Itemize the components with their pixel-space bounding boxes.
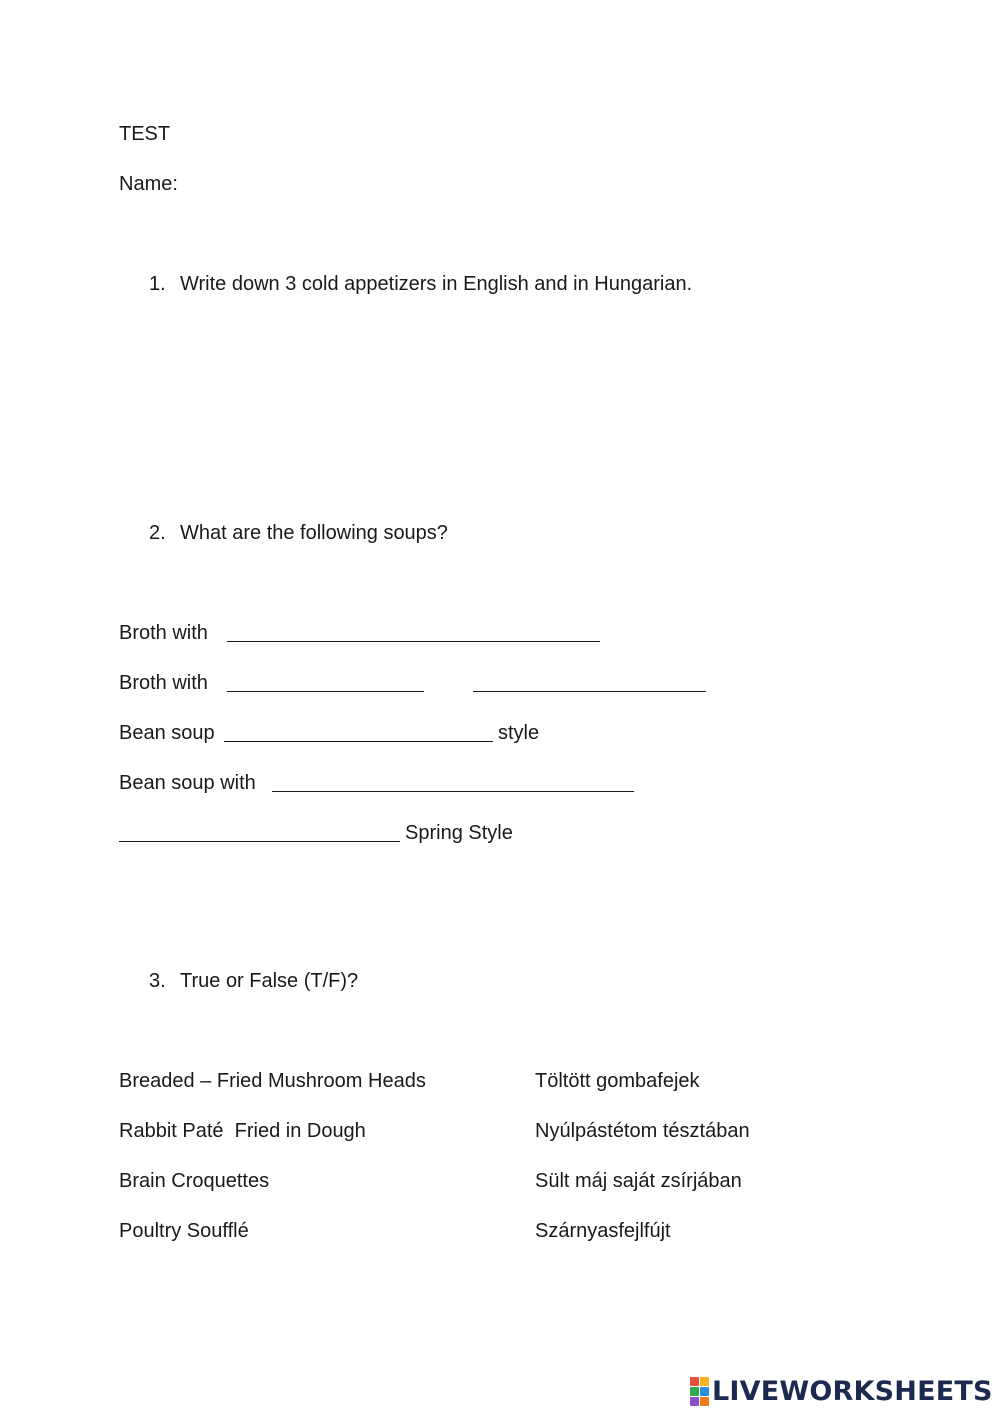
tf-english-3: Brain Croquettes bbox=[119, 1170, 270, 1192]
tf-english-2: Rabbit Paté Fried in Dough bbox=[119, 1120, 366, 1142]
logo-text: LIVEWORKSHEETS bbox=[712, 1375, 993, 1407]
soup-line-4-blank[interactable] bbox=[272, 791, 634, 792]
q3-number: 3. bbox=[149, 970, 166, 992]
soup-line-2-prefix: Broth with bbox=[119, 672, 208, 694]
logo-square bbox=[700, 1377, 709, 1386]
q2-number: 2. bbox=[149, 522, 166, 544]
q2-text: What are the following soups? bbox=[180, 522, 448, 544]
soup-line-1-blank[interactable] bbox=[227, 641, 600, 642]
tf-english-1: Breaded – Fried Mushroom Heads bbox=[119, 1070, 426, 1092]
logo-square bbox=[690, 1377, 699, 1386]
logo-square bbox=[700, 1387, 709, 1396]
soup-line-2-blank-b[interactable] bbox=[473, 691, 706, 692]
q1-number: 1. bbox=[149, 273, 166, 295]
soup-line-5-blank[interactable] bbox=[119, 841, 400, 842]
name-label: Name: bbox=[119, 173, 178, 195]
logo-square bbox=[690, 1387, 699, 1396]
soup-line-3-blank[interactable] bbox=[224, 741, 493, 742]
soup-line-3-suffix: style bbox=[498, 722, 540, 744]
liveworksheets-logo bbox=[690, 1374, 993, 1408]
page-title: TEST bbox=[119, 123, 171, 145]
q3-text: True or False (T/F)? bbox=[180, 970, 359, 992]
soup-line-4-prefix: Bean soup with bbox=[119, 772, 256, 794]
tf-english-4: Poultry Soufflé bbox=[119, 1220, 249, 1242]
logo-square bbox=[700, 1397, 709, 1406]
soup-line-5-suffix: Spring Style bbox=[405, 822, 513, 844]
tf-hungarian-3: Sült máj saját zsírjában bbox=[535, 1170, 742, 1192]
soup-line-3-prefix: Bean soup bbox=[119, 722, 215, 744]
soup-line-1-prefix: Broth with bbox=[119, 622, 208, 644]
q1-text: Write down 3 cold appetizers in English and in Hungarian. bbox=[180, 273, 693, 295]
logo-square bbox=[690, 1397, 699, 1406]
tf-hungarian-4: Szárnyasfejlfújt bbox=[535, 1220, 671, 1242]
tf-hungarian-1: Töltött gombafejek bbox=[535, 1070, 700, 1092]
soup-line-2-blank-a[interactable] bbox=[227, 691, 424, 692]
liveworksheets-icon bbox=[690, 1377, 709, 1406]
tf-hungarian-2: Nyúlpástétom tésztában bbox=[535, 1120, 750, 1142]
